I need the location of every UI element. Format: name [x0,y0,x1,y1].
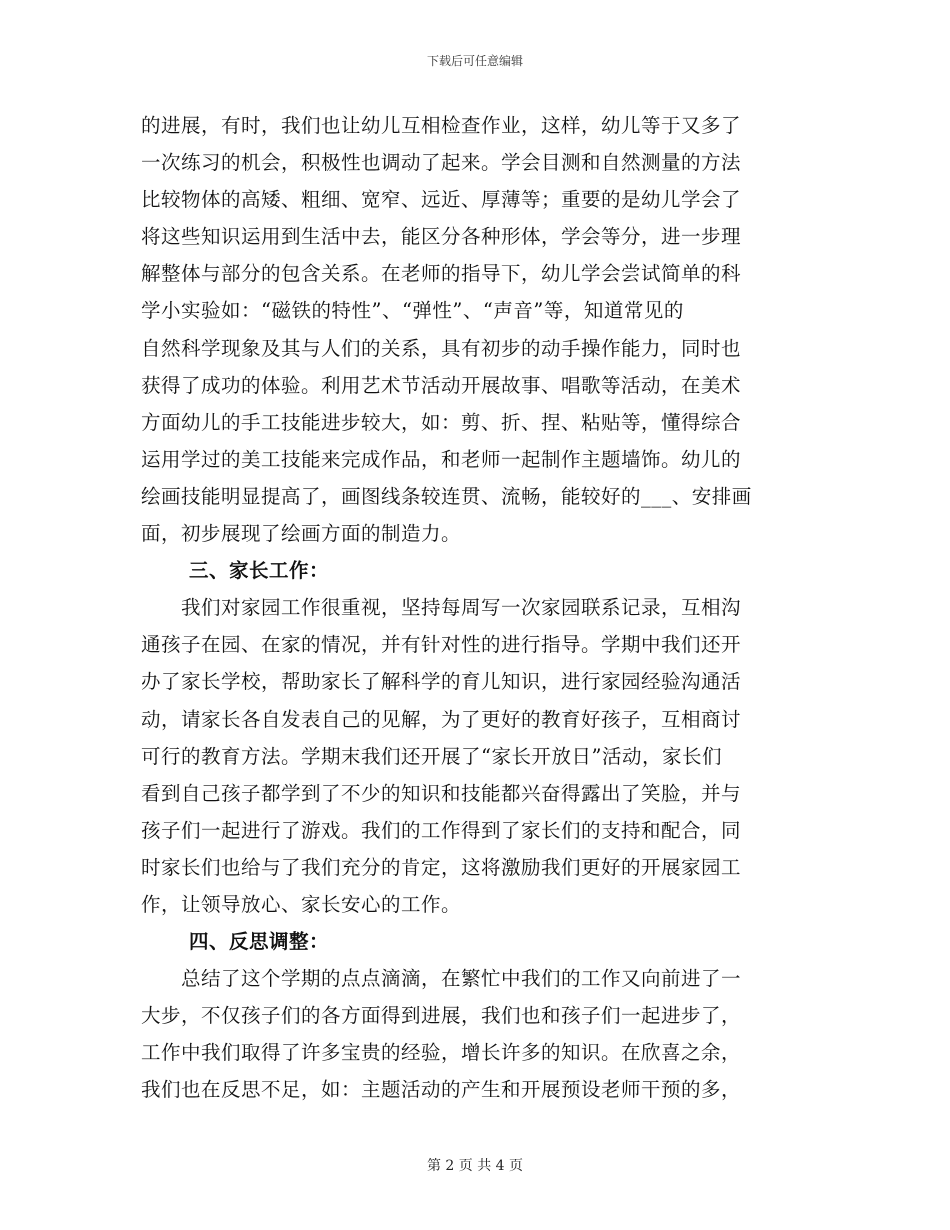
paragraph-line: 我们也在反思不足，如：主题活动的产生和开展预设老师干预的多， [141,1078,742,1102]
paragraph-line: 解整体与部分的包含关系。在老师的指导下，幼儿学会尝试简单的科 [141,262,742,286]
document-body [141,107,811,1109]
section-heading-parent-work: 三、家长工作： [189,559,330,583]
paragraph-line: 方面幼儿的手工技能进步较大，如：剪、折、捏、粘贴等，懂得综合 [141,410,742,434]
paragraph-line: 的进展，有时，我们也让幼儿互相检查作业，这样，幼儿等于又多了 [141,114,742,137]
paragraph-line: 看到自己孩子都学到了不少的知识和技能都兴奋得露出了笑脸，并与 [141,781,742,805]
paragraph-line: 时家长们也给与了我们充分的肯定，这将激励我们更好的开展家园工 [141,855,742,879]
paragraph-line: 通孩子在园、在家的情况，并有针对性的进行指导。学期中我们还开 [141,633,742,657]
paragraph-line: 我们对家园工作很重视，坚持每周写一次家园联系记录，互相沟 [181,596,742,620]
paragraph-line: 一次练习的机会，积极性也调动了起来。学会目测和自然测量的方法 [141,151,742,175]
paragraph-line: 工作中我们取得了许多宝贵的经验，增长许多的知识。在欣喜之余， [141,1041,742,1065]
paragraph-line: 作，让领导放心、家长安心的工作。 [141,892,462,916]
paragraph-line: 学小实验如：“磁铁的特性”、“弹性”、“声音”等，知道常见的 [141,299,684,323]
paragraph-line: 可行的教育方法。学期末我们还开展了“家长开放日”活动，家长们 [141,744,722,768]
page-header: 下载后可任意编辑 [426,54,523,68]
paragraph-line: 办了家长学校，帮助家长了解科学的育儿知识，进行家园经验沟通活 [141,670,742,694]
paragraph-line: 运用学过的美工技能来完成作品，和老师一起制作主题墙饰。幼儿的 [141,447,742,471]
paragraph-line: 孩子们一起进行了游戏。我们的工作得到了家长们的支持和配合，同 [141,818,742,842]
paragraph-line: 比较物体的高矮、粗细、宽窄、远近、厚薄等；重要的是幼儿学会了 [141,188,742,212]
paragraph-line: 将这些知识运用到生活中去，能区分各种形体，学会等分，进一步理 [141,225,742,249]
paragraph-line: 自然科学现象及其与人们的关系，具有初步的动手操作能力，同时也 [141,336,742,360]
paragraph-line: 绘画技能明显提高了，画图线条较连贯、流畅，能较好的___、安排画 [141,484,752,508]
page-number-footer: 第 2 页 共 4 页 [426,1158,524,1174]
paragraph-line: 面，初步展现了绘画方面的制造力。 [141,522,462,546]
section-heading-reflection: 四、反思调整： [189,930,330,954]
paragraph-line: 获得了成功的体验。利用艺术节活动开展故事、唱歌等活动，在美术 [141,373,742,397]
paragraph-line: 总结了这个学期的点点滴滴，在繁忙中我们的工作又向前进了一 [181,967,742,991]
paragraph-line: 大步，不仅孩子们的各方面得到进展，我们也和孩子们一起进步了， [141,1004,742,1028]
paragraph-line: 动，请家长各自发表自己的见解，为了更好的教育好孩子，互相商讨 [141,707,742,731]
